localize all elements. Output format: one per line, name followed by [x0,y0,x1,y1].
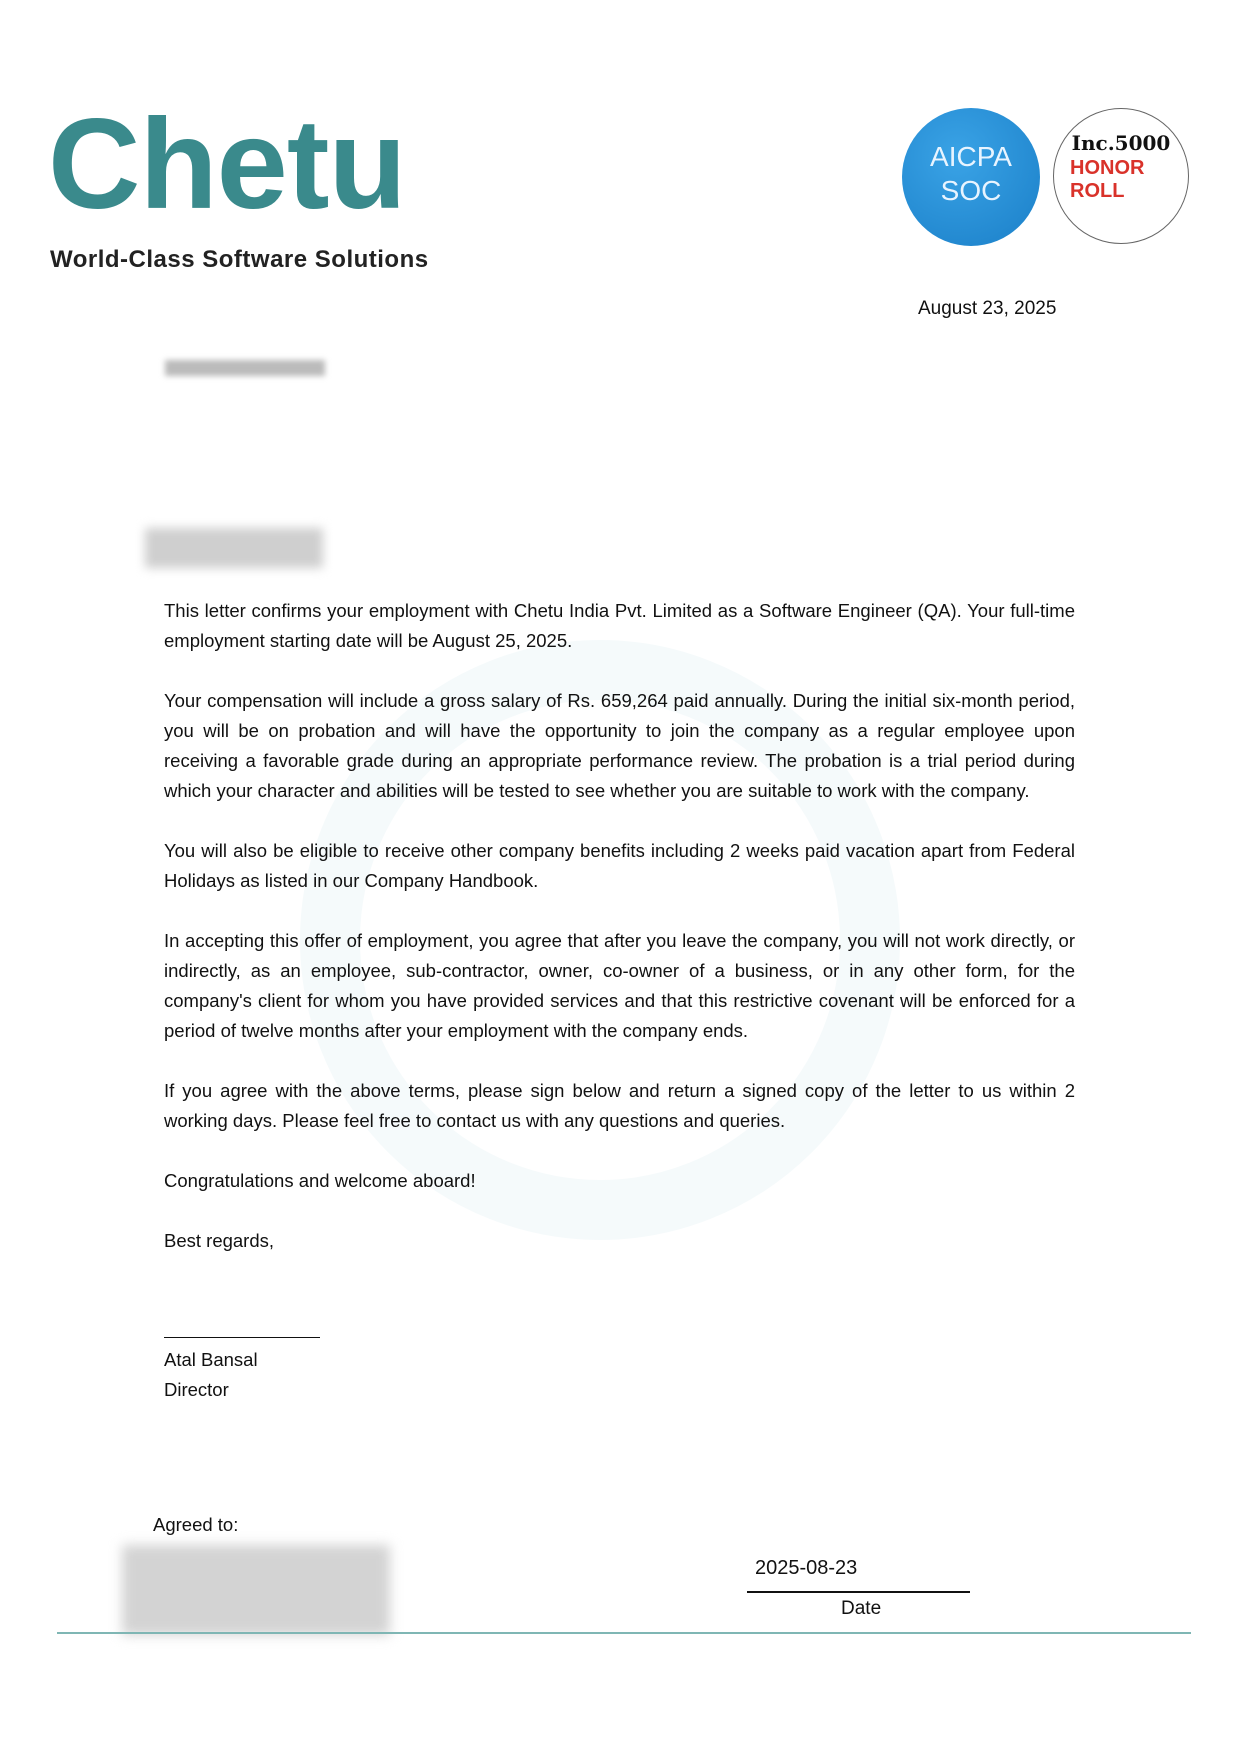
inc-badge-roll: ROLL [1070,180,1125,202]
agreed-label: Agreed to: [153,1514,239,1535]
redacted-recipient [165,360,325,376]
date-label: Date [841,1598,882,1619]
aicpa-badge-line1: AICPA [930,141,1012,172]
aicpa-badge-line2: SOC [940,175,1002,206]
paragraph: This letter confirms your employment with Chetu India Pvt. Limited as a Software Engineer (QA). Your full-time employment starting date will be August 25, 2025. [164,600,1075,651]
company-logo: Chetu [48,93,406,236]
company-tagline: World-Class Software Solutions [50,246,429,273]
letter-date: August 23, 2025 [918,298,1057,319]
paragraph: In accepting this offer of employment, you agree that after you leave the company, you will not work directly, or indirectly, as an employee, sub-contractor, owner, co-owner of a business, or in any other form, for the company's client for whom you have provided services and that this restrictive covenant will be enforced for a period of twelve months after your employment with the company ends. [164,930,1075,1041]
inc5000-badge [1053,108,1189,244]
signer-block [164,1345,258,1405]
paragraph: Your compensation will include a gross salary of Rs. 659,264 paid annually. During the initial six-month period, you will be on probation and will have the opportunity to join the company as a regular employee upon receiving a favorable grade during an appropriate performance review. The probation is a trial period during which your character and abilities will be tested to see whether you are suitable to work with the company. [164,690,1075,801]
signer-name: Atal Bansal [164,1349,258,1370]
paragraph: You will also be eligible to receive other company benefits including 2 weeks paid vacation apart from Federal Holidays as listed in our Company Handbook. [164,840,1075,891]
closing: Best regards, [164,1230,275,1251]
paragraph: Congratulations and welcome aboard! [164,1170,476,1191]
redacted-salutation [145,528,323,568]
paragraph: If you agree with the above terms, please sign below and return a signed copy of the letter to us within 2 working days. Please feel free to contact us with any questions and queries. [164,1080,1075,1131]
date-line [747,1591,970,1593]
acceptance-date-value: 2025-08-23 [755,1557,858,1579]
signer-title: Director [164,1379,229,1400]
footer-divider [57,1632,1191,1634]
letter-body [164,596,1075,1286]
inc-badge-honor: HONOR [1070,157,1145,179]
aicpa-soc-badge [902,108,1040,246]
inc-badge-title: Inc.5000 [1071,131,1171,155]
signature-line [164,1337,320,1338]
redacted-signature [122,1545,390,1635]
